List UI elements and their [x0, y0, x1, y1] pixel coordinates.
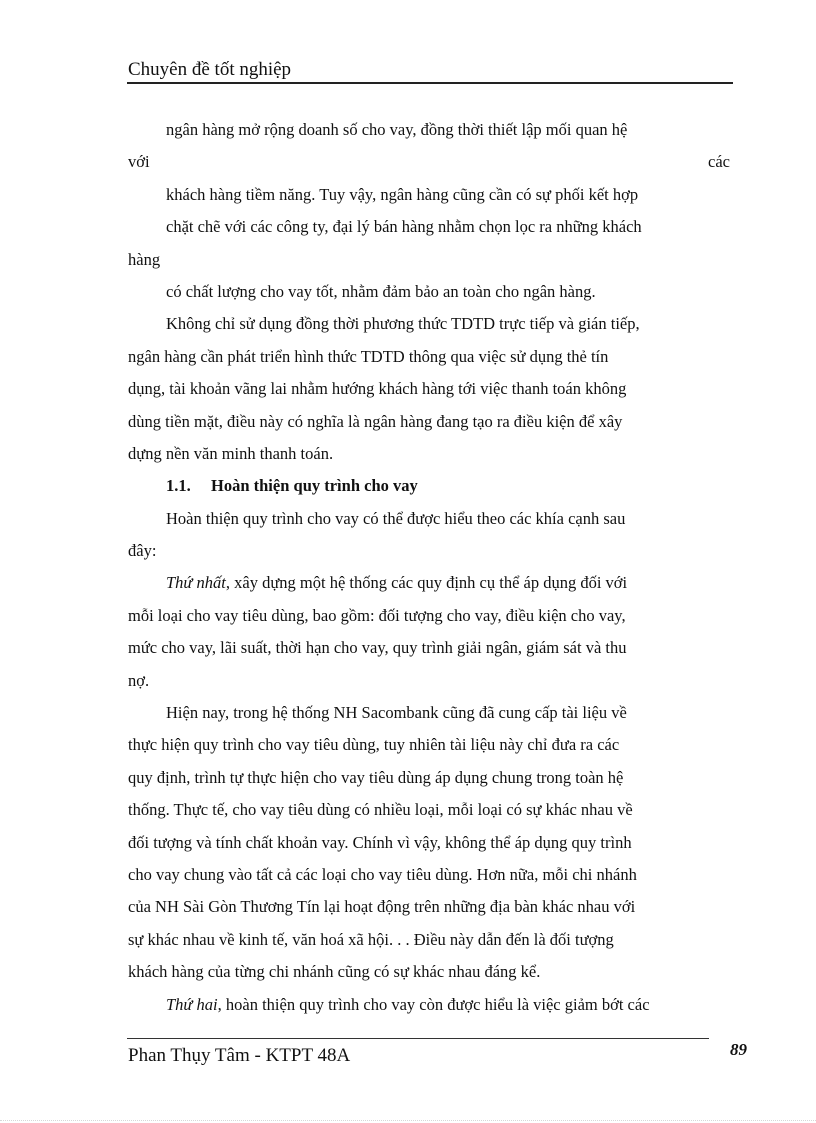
body-line: dựng nền văn minh thanh toán.	[128, 443, 334, 463]
body-word: các	[708, 152, 730, 172]
section-heading	[128, 470, 730, 502]
body-line	[128, 989, 730, 1021]
footer-divider	[127, 1038, 709, 1039]
body-line: khách hàng của từng chi nhánh cũng có sự khác nhau đáng kể.	[128, 962, 541, 982]
body-line: ngân hàng mở rộng doanh số cho vay, đồng thời thiết lập mối quan hệ	[166, 120, 628, 139]
body-line: đây:	[128, 541, 157, 561]
body-line: nợ.	[128, 670, 150, 690]
body-line: Không chỉ sử dụng đồng thời phương thức TDTD trực tiếp và gián tiếp,	[166, 314, 640, 334]
document-body	[128, 114, 730, 1021]
header-divider	[127, 82, 733, 84]
body-line: ngân hàng cần phát triển hình thức TDTD thông qua việc sử dụng thẻ tín	[128, 346, 609, 366]
body-line: hàng	[128, 249, 161, 269]
body-line: mỗi loại cho vay tiêu dùng, bao gồm: đối tượng cho vay, điều kiện cho vay,	[128, 605, 626, 625]
body-line: của NH Sài Gòn Thương Tín lại hoạt động trên những địa bàn khác nhau với	[128, 897, 636, 917]
body-line: dụng, tài khoản vãng lai nhằm hướng khách hàng tới việc thanh toán không	[128, 379, 627, 399]
body-word: với	[128, 152, 150, 172]
header-title: Chuyên đề tốt nghiệp	[128, 59, 292, 80]
body-line: thực hiện quy trình cho vay tiêu dùng, tuy nhiên tài liệu này chỉ đưa ra các	[128, 735, 620, 755]
body-line: Hoàn thiện quy trình cho vay có thể được hiểu theo các khía cạnh sau	[166, 508, 626, 528]
body-line: dùng tiền mặt, điều này có nghĩa là ngân hàng đang tạo ra điều kiện để xây	[128, 411, 623, 431]
page-bottom-border	[0, 1120, 816, 1121]
body-line: đối tượng và tính chất khoản vay. Chính vì vậy, không thể áp dụng quy trình	[128, 832, 632, 852]
body-line-rest: , xây dựng một hệ thống các quy định cụ thể áp dụng đối với	[225, 573, 628, 593]
footer-author: Phan Thụy Tâm - KTPT 48A	[128, 1045, 351, 1066]
emphasis-lead: Thứ nhất	[166, 573, 226, 593]
emphasis-lead: Thứ hai	[166, 994, 218, 1014]
body-line	[128, 146, 730, 178]
section-number: 1.1.	[166, 476, 191, 496]
body-line: mức cho vay, lãi suất, thời hạn cho vay, quy trình giải ngân, giám sát và thu	[128, 638, 627, 658]
body-line-rest: , hoàn thiện quy trình cho vay còn được hiểu là việc giảm bớt các	[217, 994, 650, 1014]
body-line: thống. Thực tế, cho vay tiêu dùng có nhiều loại, mỗi loại có sự khác nhau về	[128, 800, 633, 820]
section-title: Hoàn thiện quy trình cho vay	[211, 476, 418, 496]
body-line: khách hàng tiềm năng. Tuy vậy, ngân hàng cũng cần có sự phối kết hợp	[166, 184, 639, 204]
body-line: quy định, trình tự thực hiện cho vay tiêu dùng áp dụng chung trong toàn hệ	[128, 767, 624, 787]
body-line	[128, 567, 730, 599]
page-number: 89	[730, 1040, 747, 1059]
body-line: sự khác nhau về kinh tế, văn hoá xã hội. . . Điều này dẫn đến là đối tượng	[128, 929, 614, 949]
body-line: cho vay chung vào tất cả các loại cho vay tiêu dùng. Hơn nữa, mỗi chi nhánh	[128, 864, 637, 884]
body-line: có chất lượng cho vay tốt, nhằm đảm bảo an toàn cho ngân hàng.	[166, 281, 596, 301]
body-line: chặt chẽ với các công ty, đại lý bán hàng nhằm chọn lọc ra những khách	[166, 217, 642, 237]
body-line: Hiện nay, trong hệ thống NH Sacombank cũng đã cung cấp tài liệu về	[166, 703, 627, 723]
